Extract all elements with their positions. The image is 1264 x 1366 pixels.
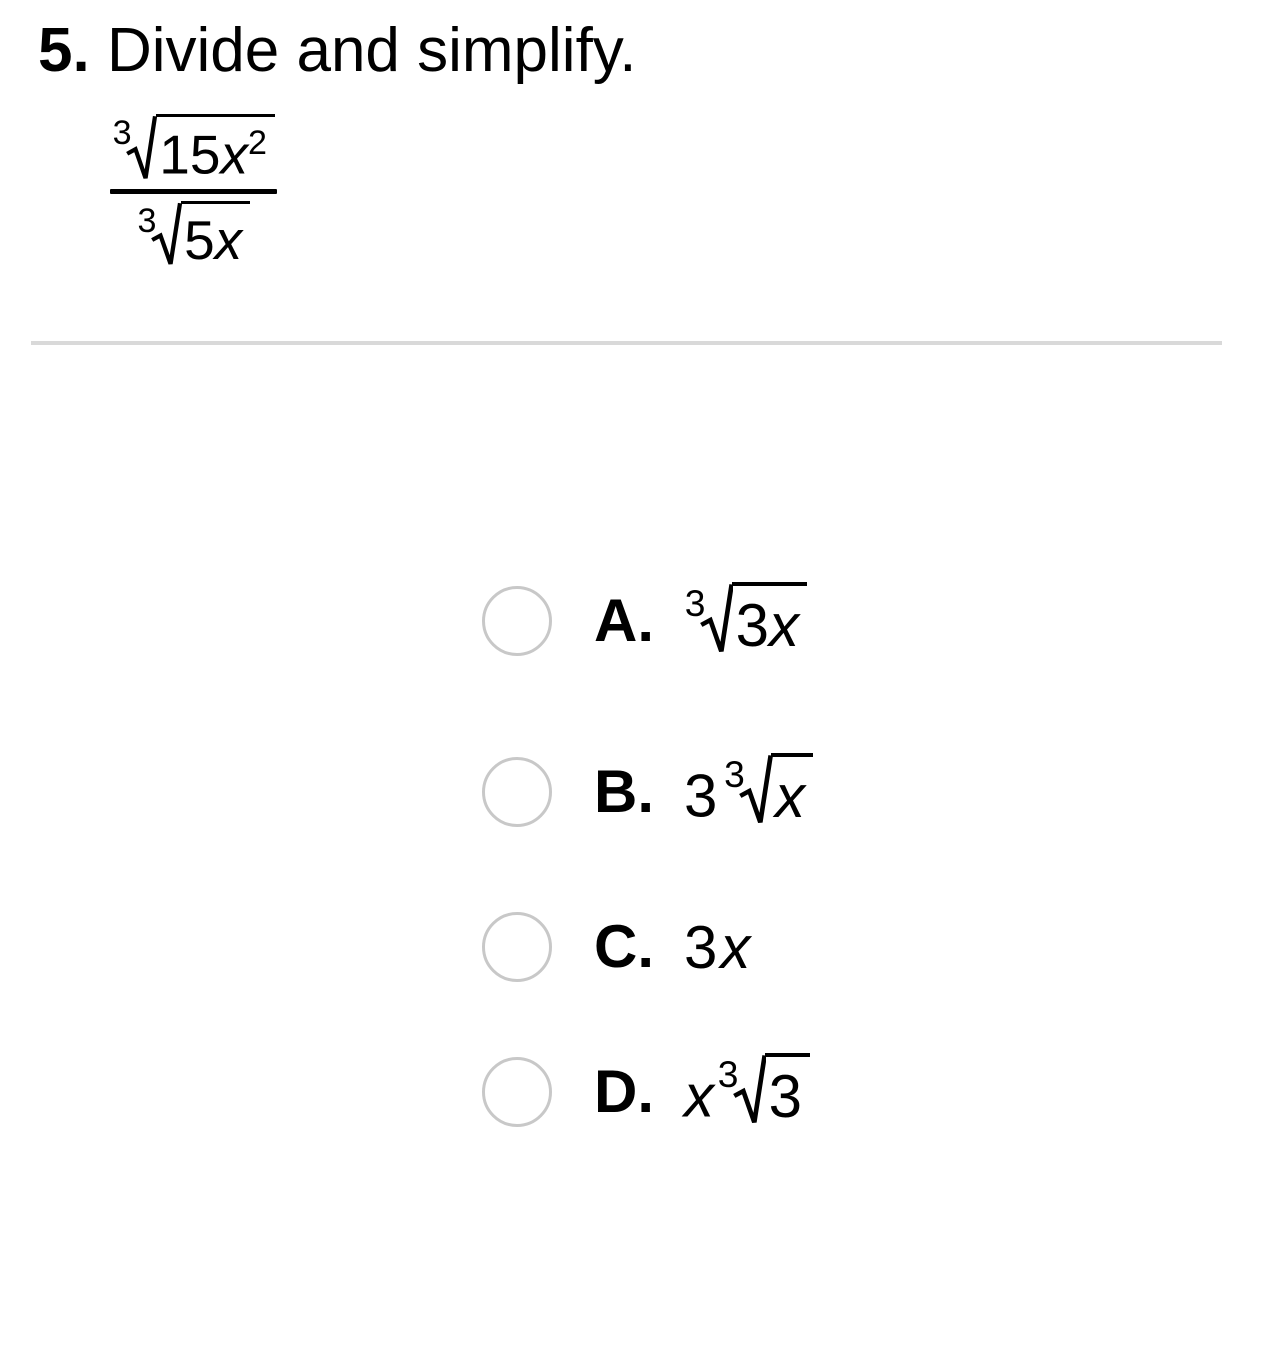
cube-root: [717, 1052, 810, 1130]
fraction-bar: [110, 189, 277, 194]
question-text: Divide and simplify.: [106, 16, 637, 85]
coefficient: 3: [684, 762, 718, 830]
radicand: 3x: [732, 582, 807, 656]
option-row-b[interactable]: [482, 753, 813, 831]
cube-root: [723, 752, 813, 830]
root-index: 3: [112, 114, 132, 153]
question-number: 5.: [38, 16, 90, 85]
coefficient: 3: [684, 913, 718, 981]
radicand: 3: [765, 1053, 810, 1127]
option-letter-d: D.: [594, 1057, 654, 1125]
option-letter-c: C.: [594, 913, 654, 980]
divider: [31, 341, 1222, 345]
variable: x: [684, 1062, 714, 1130]
option-row-c[interactable]: [482, 911, 750, 983]
fraction-denominator: [135, 201, 252, 272]
fraction: [110, 114, 277, 272]
question-title: [38, 14, 636, 88]
option-formula-d: [684, 1053, 810, 1131]
cube-root: [684, 581, 807, 659]
radicand: 5x: [181, 201, 250, 268]
radical-icon: [733, 1053, 767, 1127]
option-formula-c: [684, 913, 750, 982]
root-index: 3: [137, 201, 157, 240]
radical-icon: [739, 753, 773, 827]
option-letter-a: A.: [594, 586, 654, 654]
exponent: 2: [247, 123, 267, 162]
radical-icon: [151, 201, 182, 268]
radio-option-a[interactable]: [482, 586, 552, 656]
radical-icon: [700, 582, 734, 656]
option-letter-b: B.: [594, 757, 654, 825]
option-row-a[interactable]: [482, 582, 807, 660]
cube-root: [137, 201, 250, 271]
radicand: x: [771, 753, 813, 827]
radicand: $15x^2$: [156, 114, 275, 182]
option-formula-a: [684, 582, 807, 660]
radio-option-b[interactable]: [482, 757, 552, 827]
radio-option-c[interactable]: [482, 912, 552, 982]
radical-icon: [126, 114, 157, 182]
variable: x: [720, 913, 751, 981]
root-index: 3: [717, 1052, 739, 1095]
option-row-d[interactable]: [482, 1053, 810, 1131]
option-formula-b: [684, 753, 813, 831]
cube-root: [112, 114, 275, 186]
root-index: 3: [724, 752, 745, 795]
radio-option-d[interactable]: [482, 1057, 552, 1127]
root-index: 3: [684, 581, 706, 624]
fraction-numerator: [110, 114, 277, 186]
question-expression: [110, 114, 277, 272]
